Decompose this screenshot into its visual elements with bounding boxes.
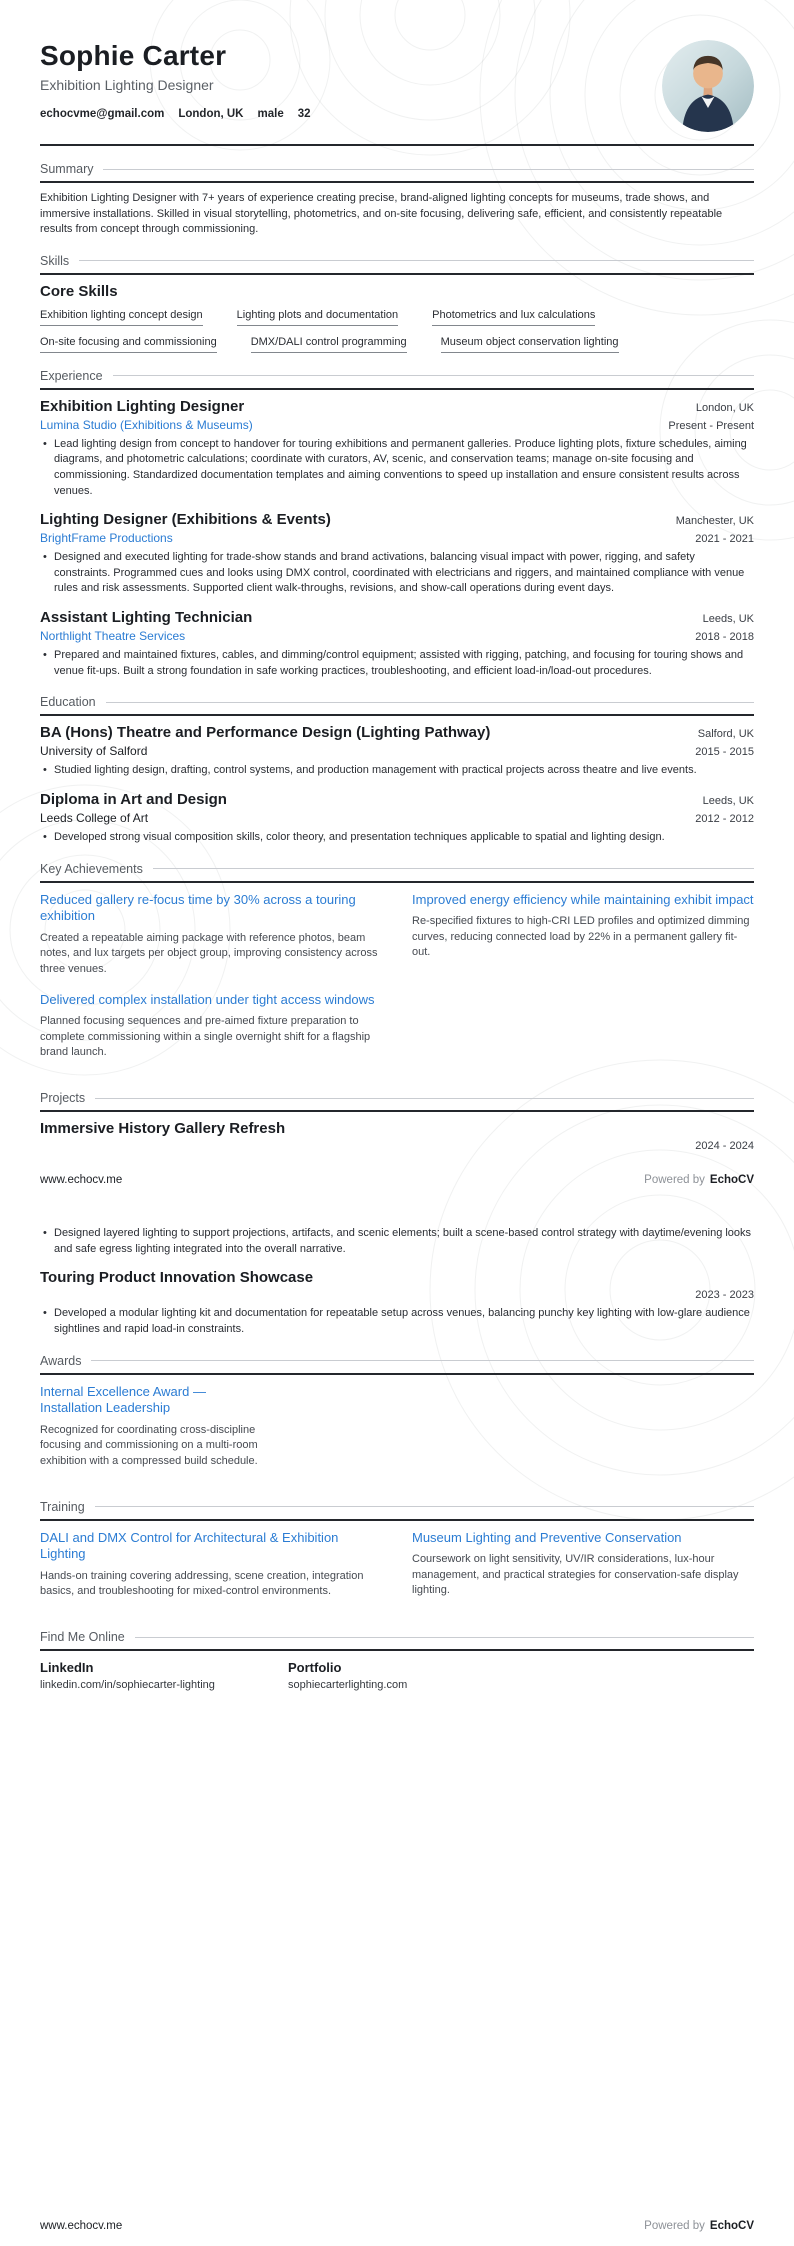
section-awards (40, 1354, 754, 1484)
school-name: University of Salford (40, 744, 148, 759)
job-title: Lighting Designer (Exhibitions & Events) (40, 511, 331, 529)
achievement-title: Delivered complex installation under tight access windows (40, 991, 375, 1007)
skill-item: DMX/DALI control programming (251, 336, 407, 353)
section-title: Education (40, 695, 96, 710)
footer-site-link[interactable]: www.echocv.me (40, 2220, 123, 2232)
degree-title: BA (Hons) Theatre and Performance Design (Lighting Pathway) (40, 724, 491, 742)
job-dates: 2021 - 2021 (695, 533, 754, 546)
entry-sub-row (40, 741, 754, 758)
entry-title-row (40, 609, 754, 626)
section-skills (40, 254, 754, 353)
section-education-head (40, 695, 754, 709)
online-profile-item (288, 1660, 506, 1691)
section-find-me-online (40, 1630, 754, 1705)
section-key-achievements-head (40, 862, 754, 876)
section-projects (40, 1091, 754, 1337)
find-me-grid (40, 1660, 754, 1705)
achievement-title: Reduced gallery re-focus time by 30% across a touring exhibition (40, 891, 356, 924)
person-title: Exhibition Lighting Designer (40, 77, 214, 93)
footer-brand-link[interactable]: EchoCV (709, 2220, 754, 2232)
entry-sub-row (40, 626, 754, 643)
experience-entry (40, 511, 754, 597)
section-divider (40, 273, 754, 275)
powered-by-label: Powered by (644, 2220, 705, 2232)
section-title: Skills (40, 253, 70, 268)
section-divider (40, 1373, 754, 1375)
section-divider (40, 181, 754, 183)
education-entry (40, 791, 754, 846)
entry-sub-row (40, 1289, 754, 1301)
contact-location: London, UK (178, 108, 244, 120)
project-description: • Designed layered lighting to support projections, artifacts, and scenic elements; built a scene-based control strategy with daytime/evening looks and safe egress lighting integrated into the overall narrative. (40, 1226, 754, 1257)
section-summary-head (40, 162, 754, 176)
entry-sub-row (40, 808, 754, 825)
section-divider (40, 714, 754, 716)
section-summary (40, 162, 754, 238)
person-name: Sophie Carter (40, 40, 227, 71)
section-title: Key Achievements (40, 861, 143, 876)
achievement-title: Improved energy efficiency while maintaining exhibit impact (412, 891, 754, 907)
school-dates: 2012 - 2012 (695, 812, 754, 825)
job-description: • Lead lighting design from concept to handover for touring exhibitions and permanent galleries. Produce lighting plots, fixture schedules, aiming diagrams, and photometric calculations; coordinate with curators, AV, scenic, and conservation teams; manage on-site focusing and commissioning. Standardized documentation templates and aiming conventions to speed up installation and ensure consistent results across venues. (40, 437, 754, 499)
achievements-grid (40, 892, 754, 1076)
job-title: Exhibition Lighting Designer (40, 397, 245, 415)
award-body: Recognized for coordinating cross-discipline focusing and commissioning on a multi-room exhibition with a compressed build schedule. (40, 1423, 258, 1467)
entry-title-row (40, 1120, 754, 1137)
skill-item: Photometrics and lux calculations (432, 309, 595, 326)
achievement-body: Created a repeatable aiming package with reference photos, beam notes, and lux targets per object group, improving consistency across three venues. (40, 931, 378, 975)
job-dates: 2018 - 2018 (695, 631, 754, 644)
footer-brand-link[interactable]: EchoCV (709, 1174, 754, 1187)
job-dates: Present - Present (668, 419, 754, 432)
company-link[interactable]: Northlight Theatre Services (40, 629, 186, 644)
contact-row (40, 108, 311, 120)
skill-item: On-site focusing and commissioning (40, 336, 217, 353)
skill-item: Museum object conservation lighting (441, 336, 619, 353)
achievement-item (40, 892, 382, 978)
awards-grid (40, 1384, 754, 1484)
section-title: Experience (40, 368, 103, 383)
experience-entry (40, 609, 754, 679)
entry-title-row (40, 1269, 754, 1286)
section-training-head (40, 1500, 754, 1514)
contact-email[interactable]: echocvme@gmail.com (40, 108, 165, 120)
training-item (412, 1530, 754, 1600)
experience-entry (40, 398, 754, 499)
training-title: Museum Lighting and Preventive Conservation (412, 1529, 682, 1545)
section-projects-head (40, 1091, 754, 1105)
section-experience-head (40, 369, 754, 383)
skills-list (40, 309, 754, 353)
project-title: Immersive History Gallery Refresh (40, 1120, 286, 1138)
award-title: Internal Excellence Award — Installation Leadership (40, 1383, 206, 1416)
section-divider (40, 1519, 754, 1521)
section-title: Summary (40, 162, 94, 176)
job-location: London, UK (695, 401, 754, 414)
section-divider (40, 1649, 754, 1651)
avatar-photo-placeholder (662, 40, 754, 132)
project-entry (40, 1120, 754, 1152)
job-description: • Prepared and maintained fixtures, cables, and dimming/control equipment; assisted with rigging, patching, and focusing for touring shows and venue fit-ups. Built a strong foundation in safe working practices, troubleshooting, and efficient load-in/load-out procedures. (40, 648, 754, 679)
entry-title-row (40, 724, 754, 741)
school-location: Salford, UK (697, 728, 754, 741)
training-body: Coursework on light sensitivity, UV/IR considerations, lux-hour management, and practical strategies for conservation-safe display lighting. (412, 1553, 739, 1597)
summary-text: Exhibition Lighting Designer with 7+ years of experience creating precise, brand-aligned lighting concepts for museums, trade shows, and immersive installations. Skilled in visual storytelling, photometrics, and on-site focusing, delivering safe, efficient, and consistently repeatable results from concept through commissioning. (40, 192, 723, 236)
entry-sub-row (40, 1140, 754, 1152)
skill-item: Lighting plots and documentation (237, 309, 398, 326)
achievement-body: Re-specified fixtures to high-CRI LED profiles and optimized dimming curves, reducing connected load by 22% in a permanent gallery fit-out. (412, 915, 750, 959)
project-entry (40, 1269, 754, 1337)
header (40, 40, 754, 132)
entry-sub-row (40, 415, 754, 432)
school-name: Leeds College of Art (40, 810, 149, 825)
section-training (40, 1500, 754, 1614)
achievement-body: Planned focusing sequences and pre-aimed fixture preparation to complete commissioning within a single overnight shift for a flagship brand launch. (40, 1015, 371, 1059)
training-body: Hands-on training covering addressing, scene creation, integration basics, and troubleshooting for mixed-control environments. (40, 1569, 364, 1598)
section-divider (40, 1110, 754, 1112)
job-location: Leeds, UK (702, 613, 754, 626)
section-education (40, 695, 754, 845)
company-link[interactable]: BrightFrame Productions (40, 531, 173, 546)
skill-item: Exhibition lighting concept design (40, 309, 203, 326)
job-title: Assistant Lighting Technician (40, 609, 253, 627)
powered-by (644, 2220, 754, 2232)
school-location: Leeds, UK (702, 794, 754, 807)
avatar (662, 40, 754, 132)
powered-by (644, 1174, 754, 1186)
education-entry (40, 724, 754, 779)
contact-age: 32 (297, 108, 311, 120)
company-link[interactable]: Lumina Studio (Exhibitions & Museums) (40, 417, 253, 432)
online-profile-item (40, 1660, 258, 1691)
section-skills-head (40, 254, 754, 268)
section-title: Training (40, 1499, 85, 1514)
training-grid (40, 1530, 754, 1614)
achievement-item (412, 892, 754, 978)
entry-title-row (40, 511, 754, 528)
profile-label: LinkedIn (40, 1660, 94, 1676)
powered-by-label: Powered by (644, 1174, 705, 1187)
profile-url[interactable]: sophiecarterlighting.com (288, 1679, 408, 1692)
section-experience (40, 369, 754, 679)
section-key-achievements (40, 862, 754, 1076)
section-find-me-online-head (40, 1630, 754, 1644)
skills-group-title: Core Skills (40, 282, 118, 300)
project-dates: 2024 - 2024 (695, 1140, 754, 1153)
contact-gender: male (257, 108, 284, 120)
project-description: • Developed a modular lighting kit and documentation for repeatable setup across venues, balancing punchy key lighting with low-glare audience sightlines and rapid load-in constraints. (40, 1306, 754, 1337)
page-footer-page2 (40, 2220, 754, 2232)
profile-url[interactable]: linkedin.com/in/sophiecarter-lighting (40, 1679, 215, 1692)
section-title: Projects (40, 1091, 86, 1106)
education-description: • Developed strong visual composition skills, color theory, and presentation techniques applicable to spatial and lighting design. (40, 830, 754, 846)
award-item (40, 1384, 258, 1470)
header-identity (40, 40, 311, 120)
degree-title: Diploma in Art and Design (40, 790, 227, 808)
education-description: • Studied lighting design, drafting, control systems, and production management with practical projects across theatre and live events. (40, 763, 754, 779)
entry-title-row (40, 398, 754, 415)
profile-label: Portfolio (288, 1660, 342, 1676)
job-description: • Designed and executed lighting for trade-show stands and brand activations, balancing visual impact with power, rigging, and safety constraints. Programmed cues and looks using DMX control, coordinated with electricians and riggers, and maintained compliance with venue rules and risk assessments. Supported client walk-throughs, revisions, and show-call operations during event days. (40, 550, 754, 597)
job-location: Manchester, UK (675, 515, 754, 528)
training-item (40, 1530, 382, 1600)
header-divider (40, 144, 754, 146)
page-footer-page1 (40, 1174, 754, 1186)
project-dates: 2023 - 2023 (695, 1289, 754, 1302)
footer-site-link[interactable]: www.echocv.me (40, 1174, 123, 1187)
project-title: Touring Product Innovation Showcase (40, 1269, 314, 1287)
entry-title-row (40, 791, 754, 808)
training-title: DALI and DMX Control for Architectural & Exhibition Lighting (40, 1529, 339, 1562)
school-dates: 2015 - 2015 (695, 746, 754, 759)
section-divider (40, 388, 754, 390)
entry-sub-row (40, 528, 754, 545)
section-title: Find Me Online (40, 1630, 125, 1645)
achievement-item (40, 992, 382, 1061)
section-title: Awards (40, 1353, 82, 1368)
section-awards-head (40, 1354, 754, 1368)
section-divider (40, 881, 754, 883)
